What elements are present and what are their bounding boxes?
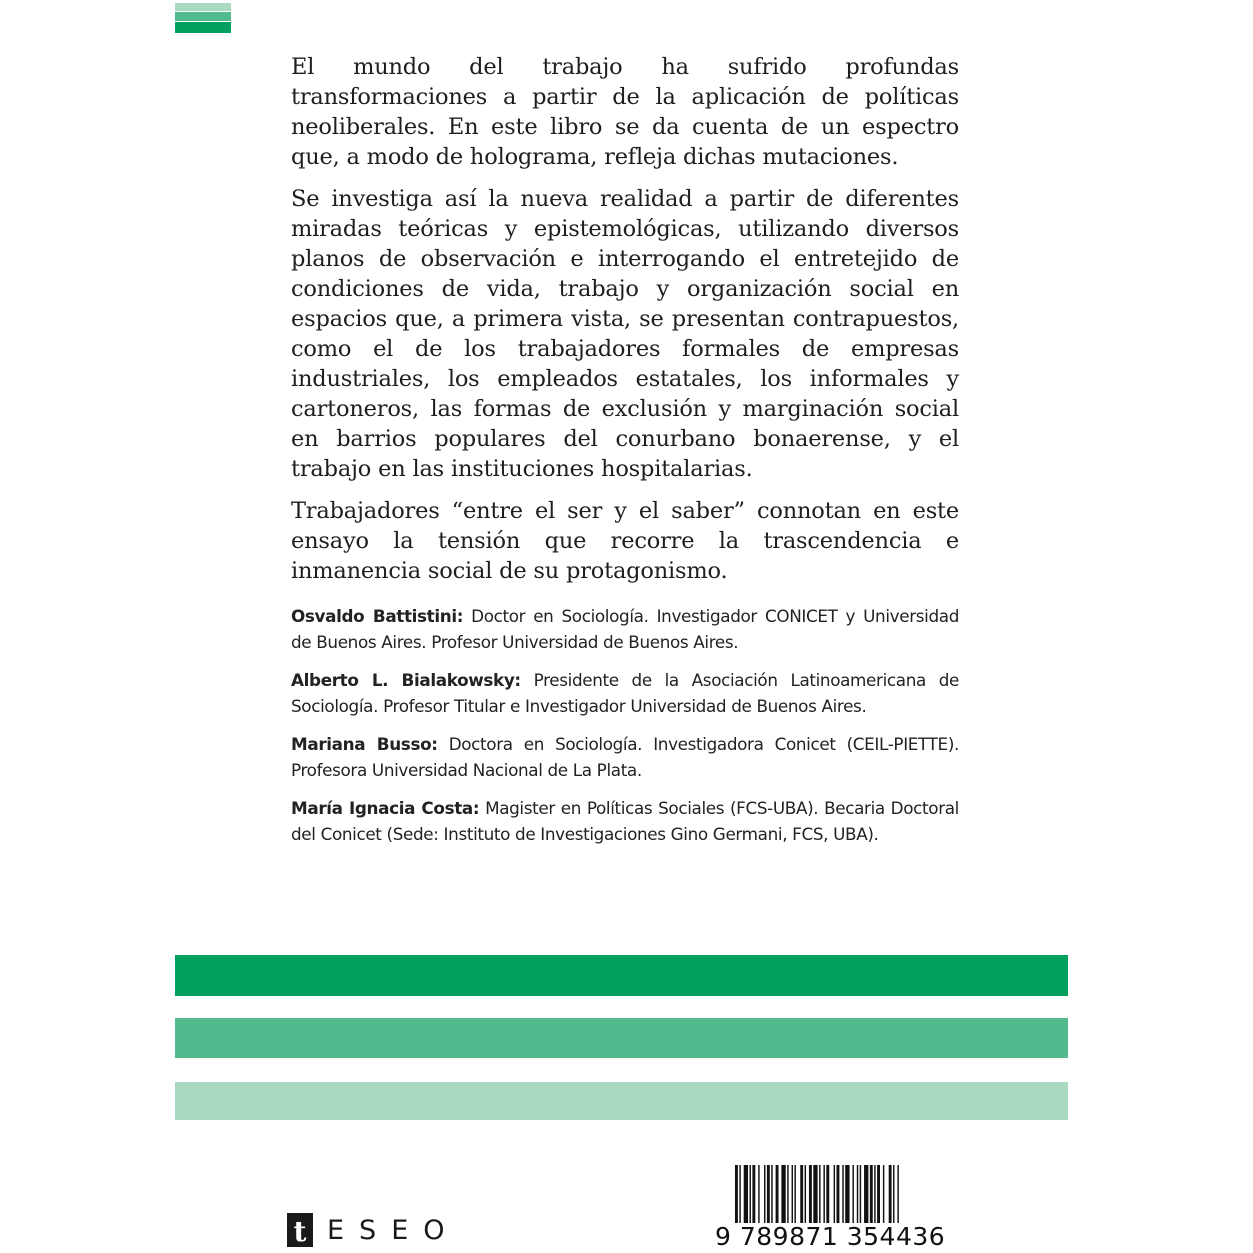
author-bio	[291, 796, 959, 847]
publisher-logo	[287, 1213, 460, 1247]
author-name: Osvaldo Battistini:	[291, 606, 464, 626]
barcode-bar	[897, 1165, 898, 1223]
author-bio	[291, 604, 959, 655]
barcode-bar	[805, 1165, 806, 1223]
barcode-bar	[781, 1165, 785, 1223]
top-stripe-mid	[175, 12, 231, 21]
barcode-bar	[750, 1165, 751, 1223]
barcode-bar	[870, 1165, 873, 1223]
author-bio	[291, 668, 959, 719]
logo-initial: t	[287, 1213, 313, 1247]
barcode-bar	[834, 1165, 835, 1223]
logo-wordmark: ESEO	[327, 1214, 460, 1246]
synopsis-paragraph-2: Se investiga así la nueva realidad a partir de diferentes miradas teóricas y epistemológicas, utilizando diversos planos de observación e interrogando el entretejido de condiciones de vida, trabajo y organización social en espacios que, a primera vista, se presentan contrapuestos, como el de los trabajadores formales de empresas industriales, los empleados estatales, los informales y cartoneros, las formas de exclusión y marginación social en barrios populares del conurbano bonaerense, y el trabajo en las instituciones hospitalarias.	[291, 186, 959, 482]
barcode-bar	[819, 1165, 820, 1223]
barcode-bar	[735, 1165, 738, 1223]
synopsis-paragraph-1: El mundo del trabajo ha sufrido profundas transformaciones a partir de la aplicación de políticas neoliberales. En este libro se da cuenta de un espectro que, a modo de holograma, refleja dichas mutaciones.	[291, 54, 959, 170]
barcode-bar	[852, 1165, 853, 1223]
synopsis-paragraph-3: Trabajadores “entre el ser y el saber” connotan en este ensayo la tensión que recorre la trascendencia e inmanencia social de su protagonismo.	[291, 498, 959, 584]
barcode-bar	[794, 1165, 795, 1223]
barcode-bar	[752, 1165, 755, 1223]
barcode-bar	[767, 1165, 770, 1223]
isbn-digits: 9 789871 354436	[715, 1222, 946, 1251]
author-description: Doctor en Sociología. Investigador CONICET y Universidad de Buenos Aires. Profesor Universidad de Buenos Aires.	[291, 606, 959, 652]
barcode-bar	[823, 1165, 824, 1223]
barcode-bar	[883, 1165, 884, 1223]
barcode-bar	[764, 1165, 765, 1223]
barcode-bar	[877, 1165, 880, 1223]
barcode-bar	[893, 1165, 894, 1223]
barcode-bar	[889, 1165, 892, 1223]
barcode-bar	[864, 1165, 868, 1223]
green-band-light	[175, 1082, 1068, 1120]
barcode-bar	[860, 1165, 861, 1223]
barcode-bar	[842, 1165, 843, 1223]
barcode-bar	[809, 1165, 812, 1223]
barcode-bar	[857, 1165, 858, 1223]
author-bios	[291, 604, 959, 860]
author-name: Mariana Busso:	[291, 734, 438, 754]
top-corner-stripes	[175, 3, 231, 33]
barcode-bar	[792, 1165, 793, 1223]
green-band-dark	[175, 955, 1068, 996]
author-bio	[291, 732, 959, 783]
author-name: Alberto L. Bialakowsky:	[291, 670, 521, 690]
green-band-mid	[175, 1018, 1068, 1058]
barcode-bar	[845, 1165, 849, 1223]
barcode-bar	[800, 1165, 803, 1223]
barcode-bar	[758, 1165, 759, 1223]
barcode-bar	[739, 1165, 740, 1223]
author-name: María Ignacia Costa:	[291, 798, 480, 818]
author-description: Presidente de la Asociación Latinoamericana de Sociología. Profesor Titular e Investigador Universidad de Buenos Aires.	[291, 670, 960, 716]
barcode-bar	[776, 1165, 779, 1223]
barcode-bar	[787, 1165, 788, 1223]
author-description: Magister en Políticas Sociales (FCS-UBA). Becaria Doctoral del Conicet (Sede: Instituto de Investigaciones Gino Germani, FCS, UBA).	[291, 798, 959, 844]
top-stripe-light	[175, 3, 231, 11]
barcode-bar	[771, 1165, 772, 1223]
barcode-bar	[837, 1165, 840, 1223]
barcode-bar	[744, 1165, 748, 1223]
author-description: Doctora en Sociología. Investigadora Conicet (CEIL-PIETTE). Profesora Universidad Nacional de La Plata.	[291, 734, 959, 780]
barcode-image	[733, 1165, 959, 1223]
barcode-bar	[874, 1165, 875, 1223]
top-stripe-dark	[175, 22, 231, 33]
barcode-bar	[826, 1165, 829, 1223]
synopsis	[291, 52, 959, 598]
barcode-bar	[813, 1165, 817, 1223]
